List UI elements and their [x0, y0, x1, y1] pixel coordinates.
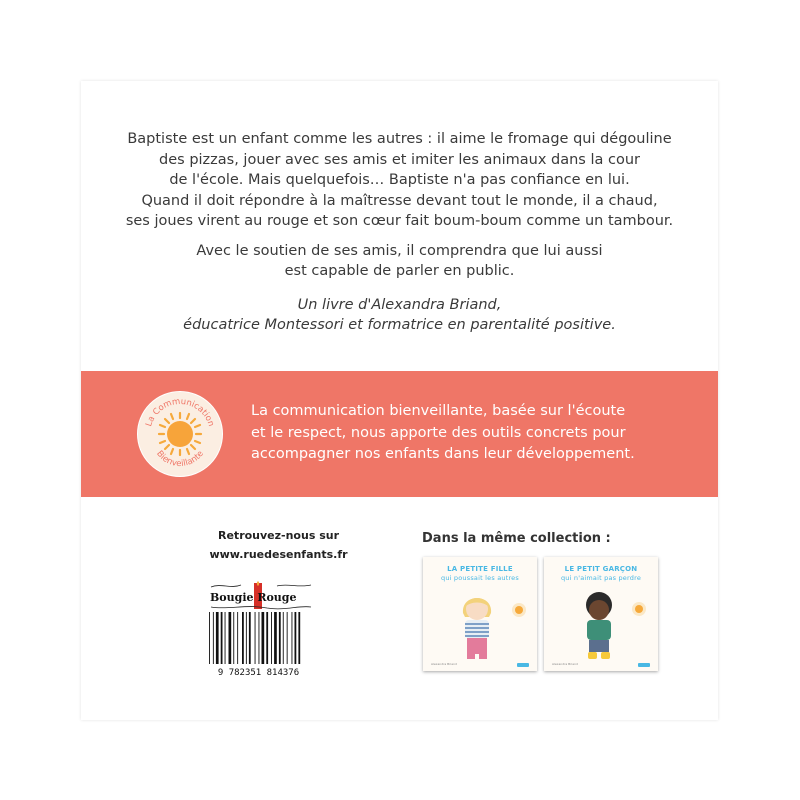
back-cover [81, 81, 718, 720]
band-line: accompagner nos enfants dans leur développement. [251, 446, 635, 462]
collection-book[interactable] [423, 557, 537, 671]
website-link[interactable]: www.ruedesenfants.fr [209, 548, 348, 561]
blurb-line: des pizzas, jouer avec ses amis et imiter les animaux dans la cour [159, 151, 640, 168]
book-title [423, 565, 537, 583]
author-line: Un livre d'Alexandra Briand, [297, 296, 502, 313]
author-credit [81, 295, 718, 336]
collection-band [81, 371, 718, 497]
book-title-main: LA PETITE FILLE [447, 565, 513, 573]
band-line: et le respect, nous apporte des outils concrets pour [251, 424, 626, 441]
book-title [544, 565, 658, 583]
blurb-paragraph-2 [81, 241, 718, 282]
seal-text-top: La Communication [144, 396, 216, 428]
book-title-sub: qui n'aimait pas perdre [560, 574, 642, 582]
book-title-sub: qui poussait les autres [441, 574, 519, 582]
blurb-line: ses joues virent au rouge et son cœur fait boum-boum comme un tambour. [125, 213, 674, 229]
publisher-name: Bougie Rouge [210, 591, 297, 604]
svg-text:Alexandra Briand: Alexandra Briand [431, 662, 457, 666]
svg-text:Alexandra Briand: Alexandra Briand [552, 662, 578, 666]
seal-text-bottom: Bienveillante [154, 449, 206, 470]
band-description [251, 401, 701, 466]
communication-seal [137, 391, 223, 477]
blurb-line: de l'école. Mais quelquefois… Baptiste n'a pas confiance en lui. [169, 172, 630, 188]
barcode-icon [201, 608, 316, 678]
blurb-line: Avec le soutien de ses amis, il comprendra que lui aussi [196, 242, 603, 259]
sun-icon [138, 392, 222, 476]
author-line: éducatrice Montessori et formatrice en parentalité positive. [183, 317, 616, 333]
blurb-paragraph-1 [81, 129, 718, 232]
blurb [81, 129, 718, 336]
blurb-line: Baptiste est un enfant comme les autres : il aime le fromage qui dégouline [127, 131, 672, 147]
isbn-number: 9 782351 814376 [217, 668, 300, 678]
collection-book[interactable] [544, 557, 658, 671]
find-us-label: Retrouvez-nous sur [218, 529, 339, 542]
collection-title: Dans la même collection : [422, 531, 611, 546]
blurb-line: Quand il doit répondre à la maîtresse devant tout le monde, il a chaud, [141, 192, 658, 209]
band-line: La communication bienveillante, basée sur l'écoute [251, 403, 626, 419]
publisher-logo [207, 581, 315, 611]
blurb-line: est capable de parler en public. [284, 263, 515, 279]
website-block [201, 526, 356, 564]
book-title-main: LE PETIT GARÇON [564, 565, 638, 573]
